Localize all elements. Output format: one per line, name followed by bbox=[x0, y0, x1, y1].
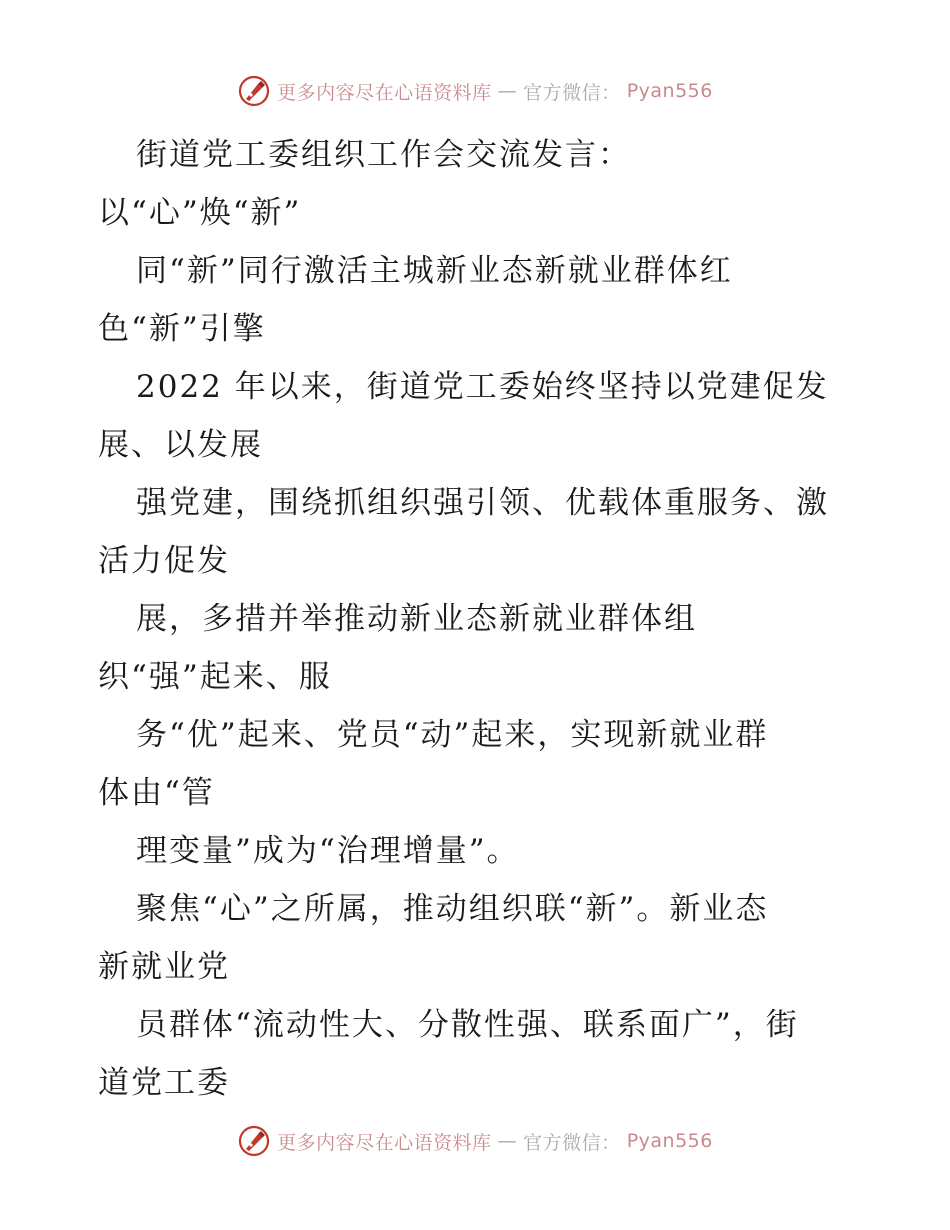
watermark-handle: Pyan556 bbox=[626, 1130, 713, 1152]
text-line: 2022 年以来，街道党工委始终坚持以党建促发 bbox=[136, 369, 829, 405]
watermark-site-text: 更多内容尽在心语资料库 bbox=[277, 1131, 492, 1154]
text-line: 理变量”成为“治理增量”。 bbox=[136, 833, 520, 869]
text-line: 以“心”焕“新” bbox=[98, 195, 302, 231]
text-line: 展、以发展 bbox=[98, 427, 263, 463]
text-line: 道党工委 bbox=[98, 1065, 230, 1101]
pen-nib-icon bbox=[237, 1124, 271, 1158]
watermark-official-label: 官方微信： bbox=[523, 81, 621, 104]
watermark-official-label: 官方微信： bbox=[523, 1131, 621, 1154]
watermark-dash: — bbox=[497, 1130, 518, 1152]
watermark-dash: — bbox=[497, 80, 518, 102]
text-line: 强党建，围绕抓组织强引领、优载体重服务、激 bbox=[136, 485, 829, 521]
text-line: 展，多措并举推动新业态新就业群体组 bbox=[136, 601, 697, 637]
header-watermark bbox=[0, 71, 950, 111]
text-line: 色“新”引擎 bbox=[98, 311, 266, 347]
text-line: 活力促发 bbox=[98, 543, 230, 579]
text-line: 务“优”起来、党员“动”起来，实现新就业群 bbox=[136, 717, 769, 753]
text-line: 体由“管 bbox=[98, 775, 215, 811]
text-line: 员群体“流动性大、分散性强、联系面广”，街 bbox=[136, 1007, 799, 1043]
text-line: 新就业党 bbox=[98, 949, 230, 985]
document-body bbox=[98, 126, 858, 1112]
text-line: 街道党工委组织工作会交流发言： bbox=[136, 137, 631, 173]
text-line: 聚焦“心”之所属，推动组织联“新”。新业态 bbox=[136, 891, 769, 927]
footer-watermark bbox=[0, 1121, 950, 1161]
text-line: 同“新”同行激活主城新业态新就业群体红 bbox=[136, 253, 733, 289]
pen-nib-icon bbox=[237, 74, 271, 108]
text-line: 织“强”起来、服 bbox=[98, 659, 332, 695]
watermark-site-text: 更多内容尽在心语资料库 bbox=[277, 81, 492, 104]
watermark-handle: Pyan556 bbox=[626, 80, 713, 102]
